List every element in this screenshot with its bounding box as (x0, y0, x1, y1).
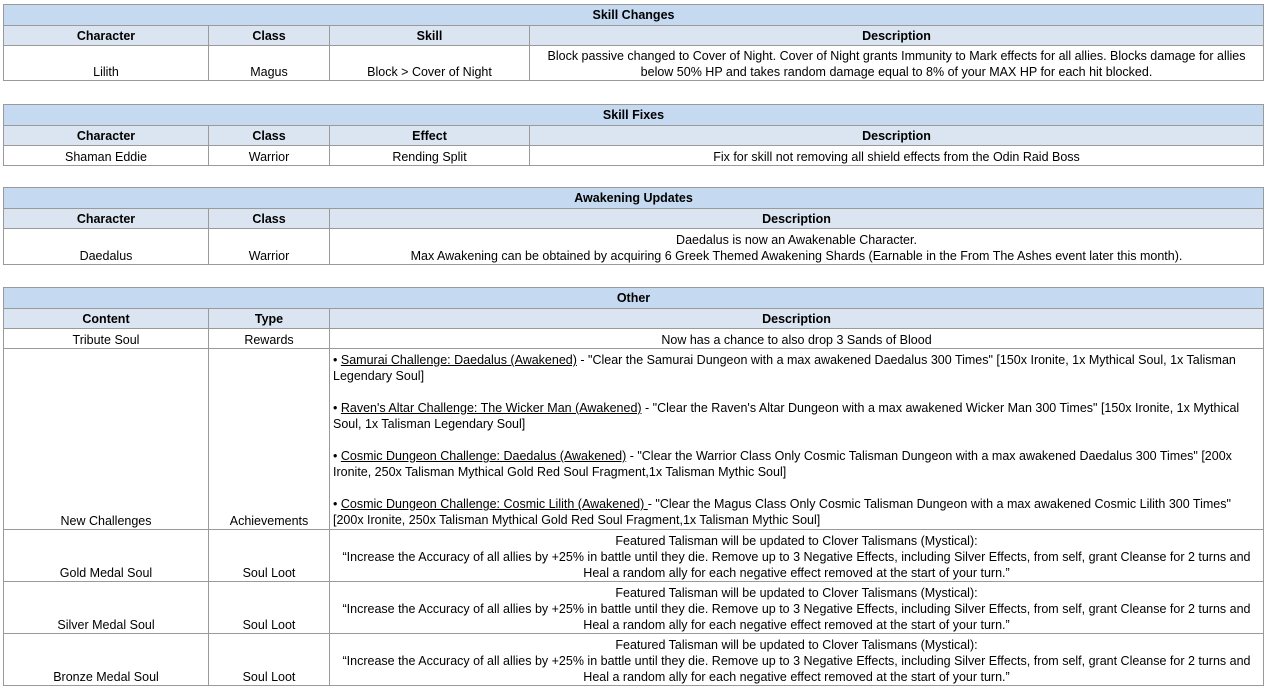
bullet: • (333, 449, 338, 463)
skill-cell: Block > Cover of Night (330, 46, 530, 81)
header-character: Character (4, 126, 209, 146)
description-line: Featured Talisman will be updated to Clover Talismans (Mystical): (615, 586, 978, 600)
bullet: • (333, 401, 338, 415)
type-cell: Soul Loot (209, 634, 330, 686)
type-cell: Rewards (209, 329, 330, 349)
type-cell: Achievements (209, 349, 330, 530)
description-cell (330, 582, 1264, 634)
table-row (4, 46, 1264, 81)
header-description: Description (330, 209, 1264, 229)
class-cell: Magus (209, 46, 330, 81)
skill-changes-table (3, 4, 1264, 81)
description-line: Featured Talisman will be updated to Clover Talismans (Mystical): (615, 534, 978, 548)
table-row (4, 530, 1264, 582)
description-cell (330, 634, 1264, 686)
header-class: Class (209, 209, 330, 229)
skill-changes-title: Skill Changes (4, 5, 1264, 26)
awakening-updates-title: Awakening Updates (4, 188, 1264, 209)
character-cell: Daedalus (4, 229, 209, 265)
challenge-text: - "Clear the Raven's Altar Dungeon with a max awakened Wicker Man 300 Times" [150x Ironite, 1x Mythical Soul, 1x Talisman Legendary Soul] (333, 401, 1240, 431)
type-cell: Soul Loot (209, 530, 330, 582)
character-cell: Lilith (4, 46, 209, 81)
challenge-name: Raven's Altar Challenge: The Wicker Man (Awakened) (340, 401, 642, 415)
header-content: Content (4, 309, 209, 329)
description-line: “Increase the Accuracy of all allies by +25% in battle until they die. Remove up to 3 Negative Effects, including Silver Effects, from self, grant Cleanse for 2 turns and Heal a random ally for each negative effect removed at the start of your turn.” (342, 654, 1251, 684)
other-table (3, 287, 1264, 686)
content-cell: New Challenges (4, 349, 209, 530)
description-cell: Fix for skill not removing all shield effects from the Odin Raid Boss (530, 146, 1264, 166)
challenge-item (333, 496, 1260, 528)
description-line: Featured Talisman will be updated to Clover Talismans (Mystical): (615, 638, 978, 652)
effect-cell: Rending Split (330, 146, 530, 166)
header-description: Description (530, 26, 1264, 46)
table-row (4, 634, 1264, 686)
challenge-item (333, 352, 1260, 384)
header-type: Type (209, 309, 330, 329)
header-character: Character (4, 209, 209, 229)
challenge-text: - "Clear the Warrior Class Only Cosmic Talisman Dungeon with a max awakened Daedalus 300 Times" [200x Ironite, 250x Talisman Mythical Gold Red Soul Fragment,1x Talisman Mythic Soul] (333, 449, 1232, 479)
type-cell: Soul Loot (209, 582, 330, 634)
awakening-updates-table (3, 187, 1264, 265)
bullet: • (333, 353, 338, 367)
content-cell: Tribute Soul (4, 329, 209, 349)
description-line: “Increase the Accuracy of all allies by +25% in battle until they die. Remove up to 3 Negative Effects, including Silver Effects, from self, grant Cleanse for 2 turns and Heal a random ally for each negative effect removed at the start of your turn.” (342, 550, 1251, 580)
table-row (4, 329, 1264, 349)
challenge-text: - "Clear the Magus Class Only Cosmic Talisman Dungeon with a max awakened Cosmic Lilith 300 Times" [200x Ironite, 250x Talisman Mythical Gold Red Soul Fragment,1x Talisman Mythic Soul] (333, 497, 1231, 527)
content-cell: Bronze Medal Soul (4, 634, 209, 686)
header-effect: Effect (330, 126, 530, 146)
content-cell: Silver Medal Soul (4, 582, 209, 634)
header-class: Class (209, 26, 330, 46)
challenge-item (333, 448, 1260, 480)
header-description: Description (330, 309, 1264, 329)
header-class: Class (209, 126, 330, 146)
challenge-name: Cosmic Dungeon Challenge: Cosmic Lilith (Awakened) (340, 497, 648, 511)
table-row (4, 146, 1264, 166)
content-cell: Gold Medal Soul (4, 530, 209, 582)
description-line: Daedalus is now an Awakenable Character. (676, 233, 917, 247)
description-cell (330, 530, 1264, 582)
bullet: • (333, 497, 338, 511)
description-cell: Block passive changed to Cover of Night. Cover of Night grants Immunity to Mark effects for all allies. Blocks damage for allies below 50% HP and takes random damage equal to 8% of your MAX HP for each hit blocked. (530, 46, 1264, 81)
table-row (4, 582, 1264, 634)
header-description: Description (530, 126, 1264, 146)
character-cell: Shaman Eddie (4, 146, 209, 166)
header-character: Character (4, 26, 209, 46)
class-cell: Warrior (209, 146, 330, 166)
skill-fixes-table (3, 104, 1264, 166)
class-cell: Warrior (209, 229, 330, 265)
description-line: Max Awakening can be obtained by acquiring 6 Greek Themed Awakening Shards (Earnable in the From The Ashes event later this month). (410, 249, 1183, 263)
description-line: “Increase the Accuracy of all allies by +25% in battle until they die. Remove up to 3 Negative Effects, including Silver Effects, from self, grant Cleanse for 2 turns and Heal a random ally for each negative effect removed at the start of your turn.” (342, 602, 1251, 632)
table-row (4, 349, 1264, 530)
skill-fixes-title: Skill Fixes (4, 105, 1264, 126)
other-title: Other (4, 288, 1264, 309)
challenges-description-cell (330, 349, 1264, 530)
challenge-name: Cosmic Dungeon Challenge: Daedalus (Awakened) (340, 449, 627, 463)
table-row (4, 229, 1264, 265)
header-skill: Skill (330, 26, 530, 46)
challenge-item (333, 400, 1260, 432)
description-cell (330, 229, 1264, 265)
challenge-name: Samurai Challenge: Daedalus (Awakened) (340, 353, 577, 367)
challenge-text: - "Clear the Samurai Dungeon with a max awakened Daedalus 300 Times" [150x Ironite, 1x Mythical Soul, 1x Talisman Legendary Soul] (333, 353, 1236, 383)
description-cell: Now has a chance to also drop 3 Sands of Blood (330, 329, 1264, 349)
